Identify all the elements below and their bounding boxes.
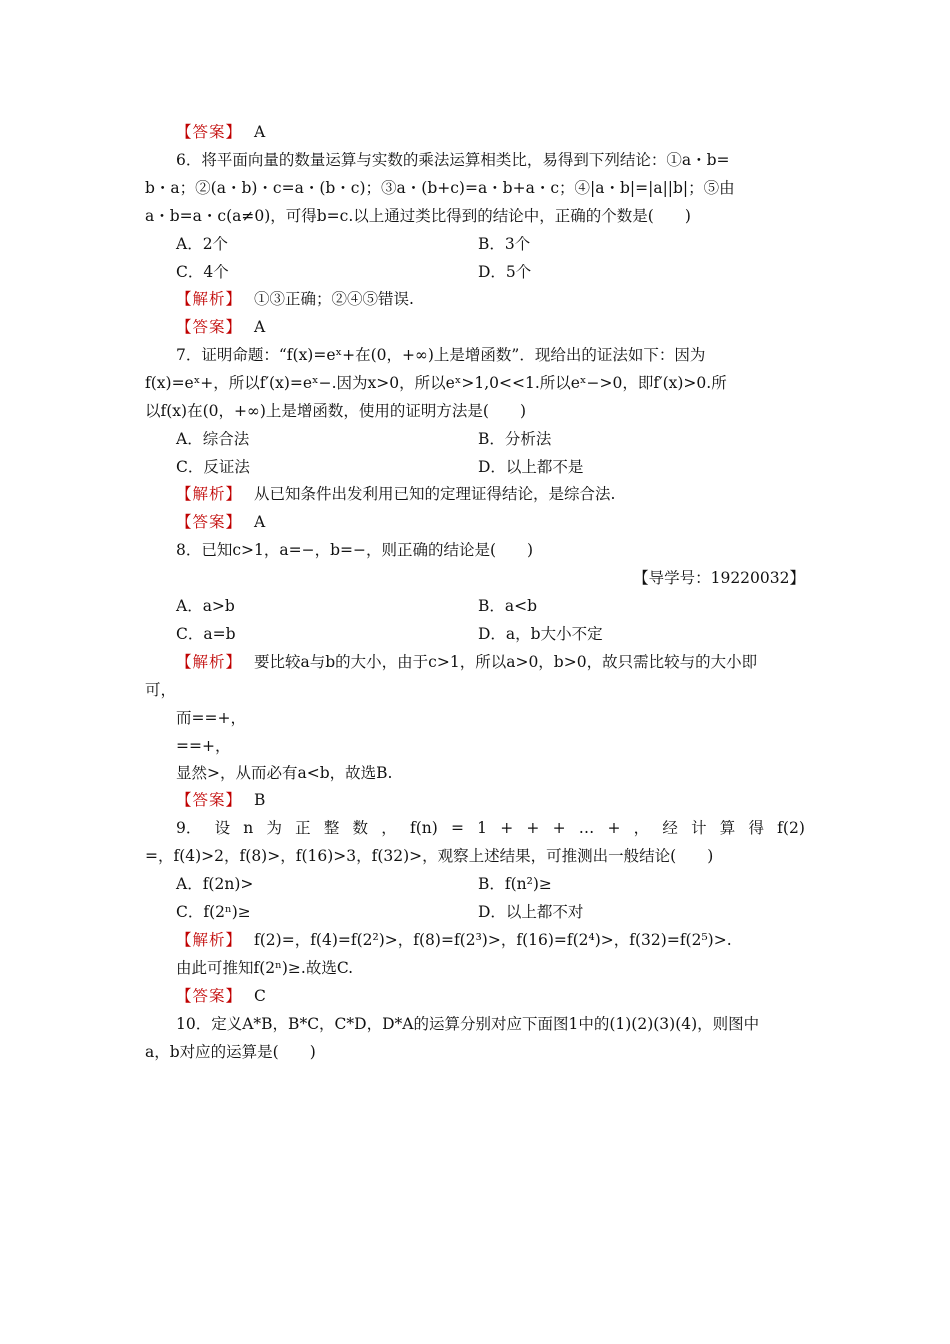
q9-part: 为 (266, 819, 282, 837)
q9-part: 算 (719, 819, 736, 837)
answer-value: C (254, 987, 266, 1005)
question-6-line-2: b・a；②(a・b)・c=a・(b・c)；③a・(b+c)=a・b+a・c；④|a・b|=|a||b|；⑤由 (145, 179, 735, 197)
analysis-text: f(2)=，f(4)=f(2²)>，f(8)=f(2³)>，f(16)=f(2⁴)>，f(32)=f(2⁵)>. (254, 931, 732, 949)
question-7-line-2: f(x)=eˣ+，所以f′(x)=eˣ−.因为x>0，所以eˣ>1,0<<1.所以eˣ−>0，即f′(x)>0.所 (145, 374, 727, 392)
q9-part: + (552, 819, 566, 837)
option-b: B．a<b (478, 597, 538, 615)
question-8-options-cd (176, 624, 836, 644)
option-b: B．3个 (478, 235, 531, 253)
question-6-line-1: 6．将平面向量的数量运算与实数的乘法运算相类比，易得到下列结论：①a・b= (176, 151, 730, 169)
question-8-line-1: 8．已知c>1，a=−，b=−，则正确的结论是( ) (176, 541, 534, 559)
q9-part: 1 (477, 819, 488, 837)
question-6-options-ab (176, 234, 836, 254)
option-d: D．5个 (478, 263, 532, 281)
question-10-line-1: 10．定义A*B，B*C，C*D，D*A的运算分别对应下面图1中的(1)(2)(3)(4)，则图中 (176, 1015, 760, 1033)
q9-part: ， (381, 819, 397, 837)
q9-part: n (243, 819, 254, 837)
analysis-tag: 【解析】 (176, 653, 243, 671)
q9-part: + (607, 819, 621, 837)
option-a: A．2个 (176, 235, 229, 253)
answer-line (176, 986, 836, 1006)
question-7-options-ab (176, 429, 836, 449)
answer-value: A (254, 123, 266, 141)
q9-part: 整 (323, 819, 340, 837)
question-7-options-cd (176, 457, 836, 477)
q9-part: f(n) (409, 819, 438, 837)
answer-value: A (254, 513, 266, 531)
question-8-options-ab (176, 596, 836, 616)
analysis-line (176, 930, 836, 950)
analysis-line (176, 289, 836, 309)
answer-tag: 【答案】 (176, 987, 243, 1005)
option-d: D．以上都不对 (478, 903, 584, 921)
option-a: A．综合法 (176, 430, 250, 448)
answer-tag: 【答案】 (176, 318, 243, 336)
question-7-line-3: 以f(x)在(0，+∞)上是增函数，使用的证明方法是( ) (145, 402, 527, 420)
guide-number: 【导学号：19220032】 (633, 569, 805, 587)
answer-tag: 【答案】 (176, 123, 243, 141)
option-c: C．f(2ⁿ)≥ (176, 903, 251, 921)
analysis-conclusion: 显然>，从而必有a<b，故选B. (176, 764, 393, 782)
q9-part: ， (633, 819, 650, 837)
analysis-step: 而==+， (176, 709, 246, 727)
q9-part: + (526, 819, 540, 837)
answer-value: A (254, 318, 266, 336)
option-c: C．反证法 (176, 458, 250, 476)
q9-part: 数 (352, 819, 369, 837)
question-6-line-3: a・b=a・c(a≠0)，可得b=c.以上通过类比得到的结论中，正确的个数是( ) (145, 207, 691, 225)
question-7-line-1: 7．证明命题：“f(x)=eˣ+在(0，+∞)上是增函数”．现给出的证法如下：因为 (176, 346, 706, 364)
analysis-text: 从已知条件出发利用已知的定理证得结论，是综合法. (254, 485, 616, 503)
analysis-tag: 【解析】 (176, 485, 243, 503)
analysis-line (176, 652, 836, 672)
answer-tag: 【答案】 (176, 513, 243, 531)
question-6-options-cd (176, 262, 836, 282)
answer-line (176, 790, 836, 810)
option-a: A．a>b (176, 597, 235, 615)
option-b: B．分析法 (478, 430, 552, 448)
option-c: C．4个 (176, 263, 229, 281)
analysis-step: ==+， (176, 737, 231, 755)
q9-part: f(2) (777, 819, 805, 837)
q9-part: … (578, 819, 595, 837)
option-a: A．f(2n)> (176, 875, 254, 893)
q9-part: 设 (214, 819, 231, 837)
analysis-text: ①③正确；②④⑤错误. (254, 290, 414, 308)
answer-line (176, 122, 836, 142)
question-9-line-2: =，f(4)>2，f(8)>，f(16)>3，f(32)>，观察上述结果，可推测出一般结论( ) (145, 847, 714, 865)
option-d: D．以上都不是 (478, 458, 584, 476)
question-9-options-ab (176, 874, 836, 894)
analysis-tag: 【解析】 (176, 290, 243, 308)
analysis-line (176, 484, 836, 504)
option-c: C．a=b (176, 625, 236, 643)
answer-line (176, 512, 836, 532)
analysis-text: 要比较a与b的大小，由于c>1，所以a>0，b>0，故只需比较与的大小即 (254, 653, 758, 671)
analysis-tag: 【解析】 (176, 931, 243, 949)
q9-part: 计 (691, 819, 707, 837)
option-d: D．a，b大小不定 (478, 625, 603, 643)
question-9-options-cd (176, 902, 836, 922)
q9-part: 正 (295, 819, 311, 837)
answer-value: B (254, 791, 266, 809)
q9-part: 9． (176, 819, 202, 837)
q9-part: 经 (662, 819, 678, 837)
answer-line (176, 317, 836, 337)
answer-tag: 【答案】 (176, 791, 243, 809)
question-9-line-1 (176, 818, 805, 838)
option-b: B．f(n²)≥ (478, 875, 552, 893)
q9-part: = (450, 819, 464, 837)
analysis-conclusion: 由此可推知f(2ⁿ)≥.故选C. (176, 959, 354, 977)
q9-part: + (500, 819, 514, 837)
analysis-continuation: 可， (145, 681, 177, 699)
question-10-line-2: a，b对应的运算是( ) (145, 1043, 316, 1061)
q9-part: 得 (748, 819, 764, 837)
